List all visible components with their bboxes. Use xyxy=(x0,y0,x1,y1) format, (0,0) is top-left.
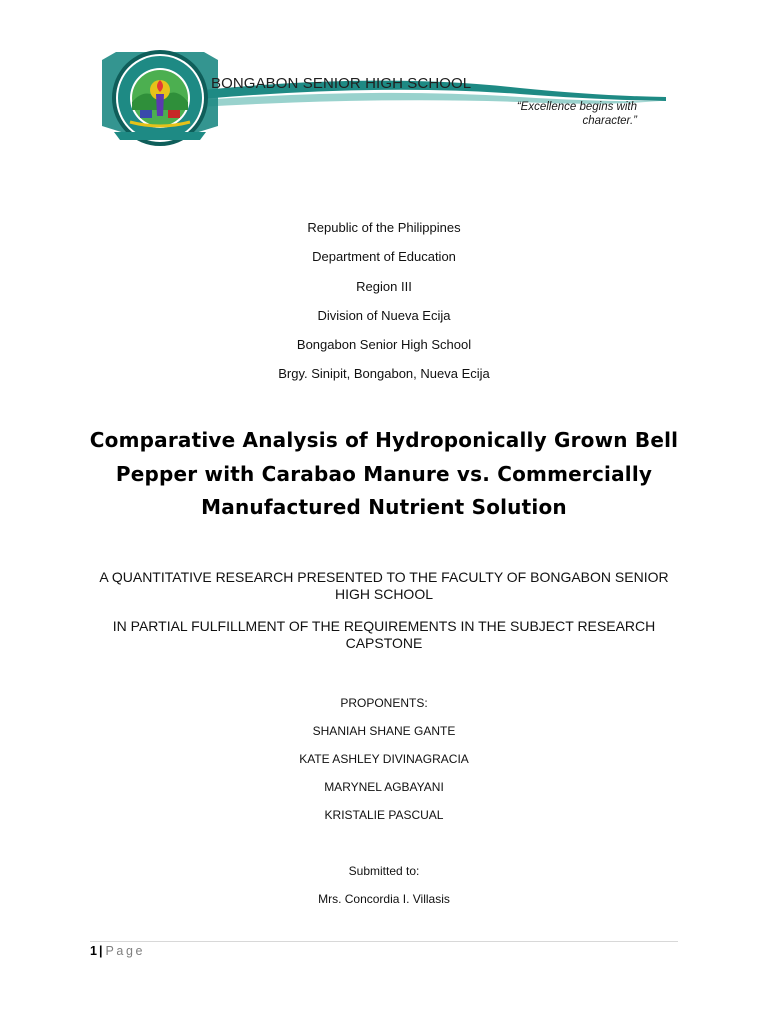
submitted-label: Submitted to: xyxy=(348,864,420,878)
presentation-statement: A QUANTITATIVE RESEARCH PRESENTED TO THE FACULTY OF BONGABON SENIOR HIGH SCHOOL xyxy=(99,569,669,602)
submitted-block xyxy=(0,857,768,913)
school-seal xyxy=(102,50,218,146)
proponents-label: PROPONENTS: xyxy=(340,696,428,710)
address-line: Bongabon Senior High School xyxy=(296,337,472,353)
school-motto: “Excellence begins with character.” xyxy=(516,101,637,127)
page-footer xyxy=(90,944,145,958)
fulfillment-statement: IN PARTIAL FULFILLMENT OF THE REQUIREMENTS IN THE SUBJECT RESEARCH CAPSTONE xyxy=(112,618,656,651)
address-line: Brgy. Sinipit, Bongabon, Nueva Ecija xyxy=(278,366,490,382)
proponent-name: KATE ASHLEY DIVINAGRACIA xyxy=(299,752,469,766)
proponents-block xyxy=(0,689,768,829)
research-title: Comparative Analysis of Hydroponically Grown Bell Pepper with Carabao Manure vs. Commercially Manufactured Nutrient Solution xyxy=(89,428,679,519)
address-line: Division of Nueva Ecija xyxy=(317,307,451,323)
address-block xyxy=(0,213,768,389)
adviser-name: Mrs. Concordia I. Villasis xyxy=(318,892,450,906)
address-line: Republic of the Philippines xyxy=(307,220,461,235)
proponent-name: KRISTALIE PASCUAL xyxy=(324,808,444,822)
proponent-name: SHANIAH SHANE GANTE xyxy=(312,724,456,738)
proponent-name: MARYNEL AGBAYANI xyxy=(324,780,444,794)
page-word: Page xyxy=(105,944,146,958)
footer-divider xyxy=(90,941,678,942)
page-number: 1 xyxy=(90,944,97,958)
page-separator: | xyxy=(98,944,103,958)
address-line: Region III xyxy=(356,278,412,294)
letterhead xyxy=(0,0,768,160)
address-line: Department of Education xyxy=(312,249,456,265)
school-name: BONGABON SENIOR HIGH SCHOOL xyxy=(211,75,472,92)
